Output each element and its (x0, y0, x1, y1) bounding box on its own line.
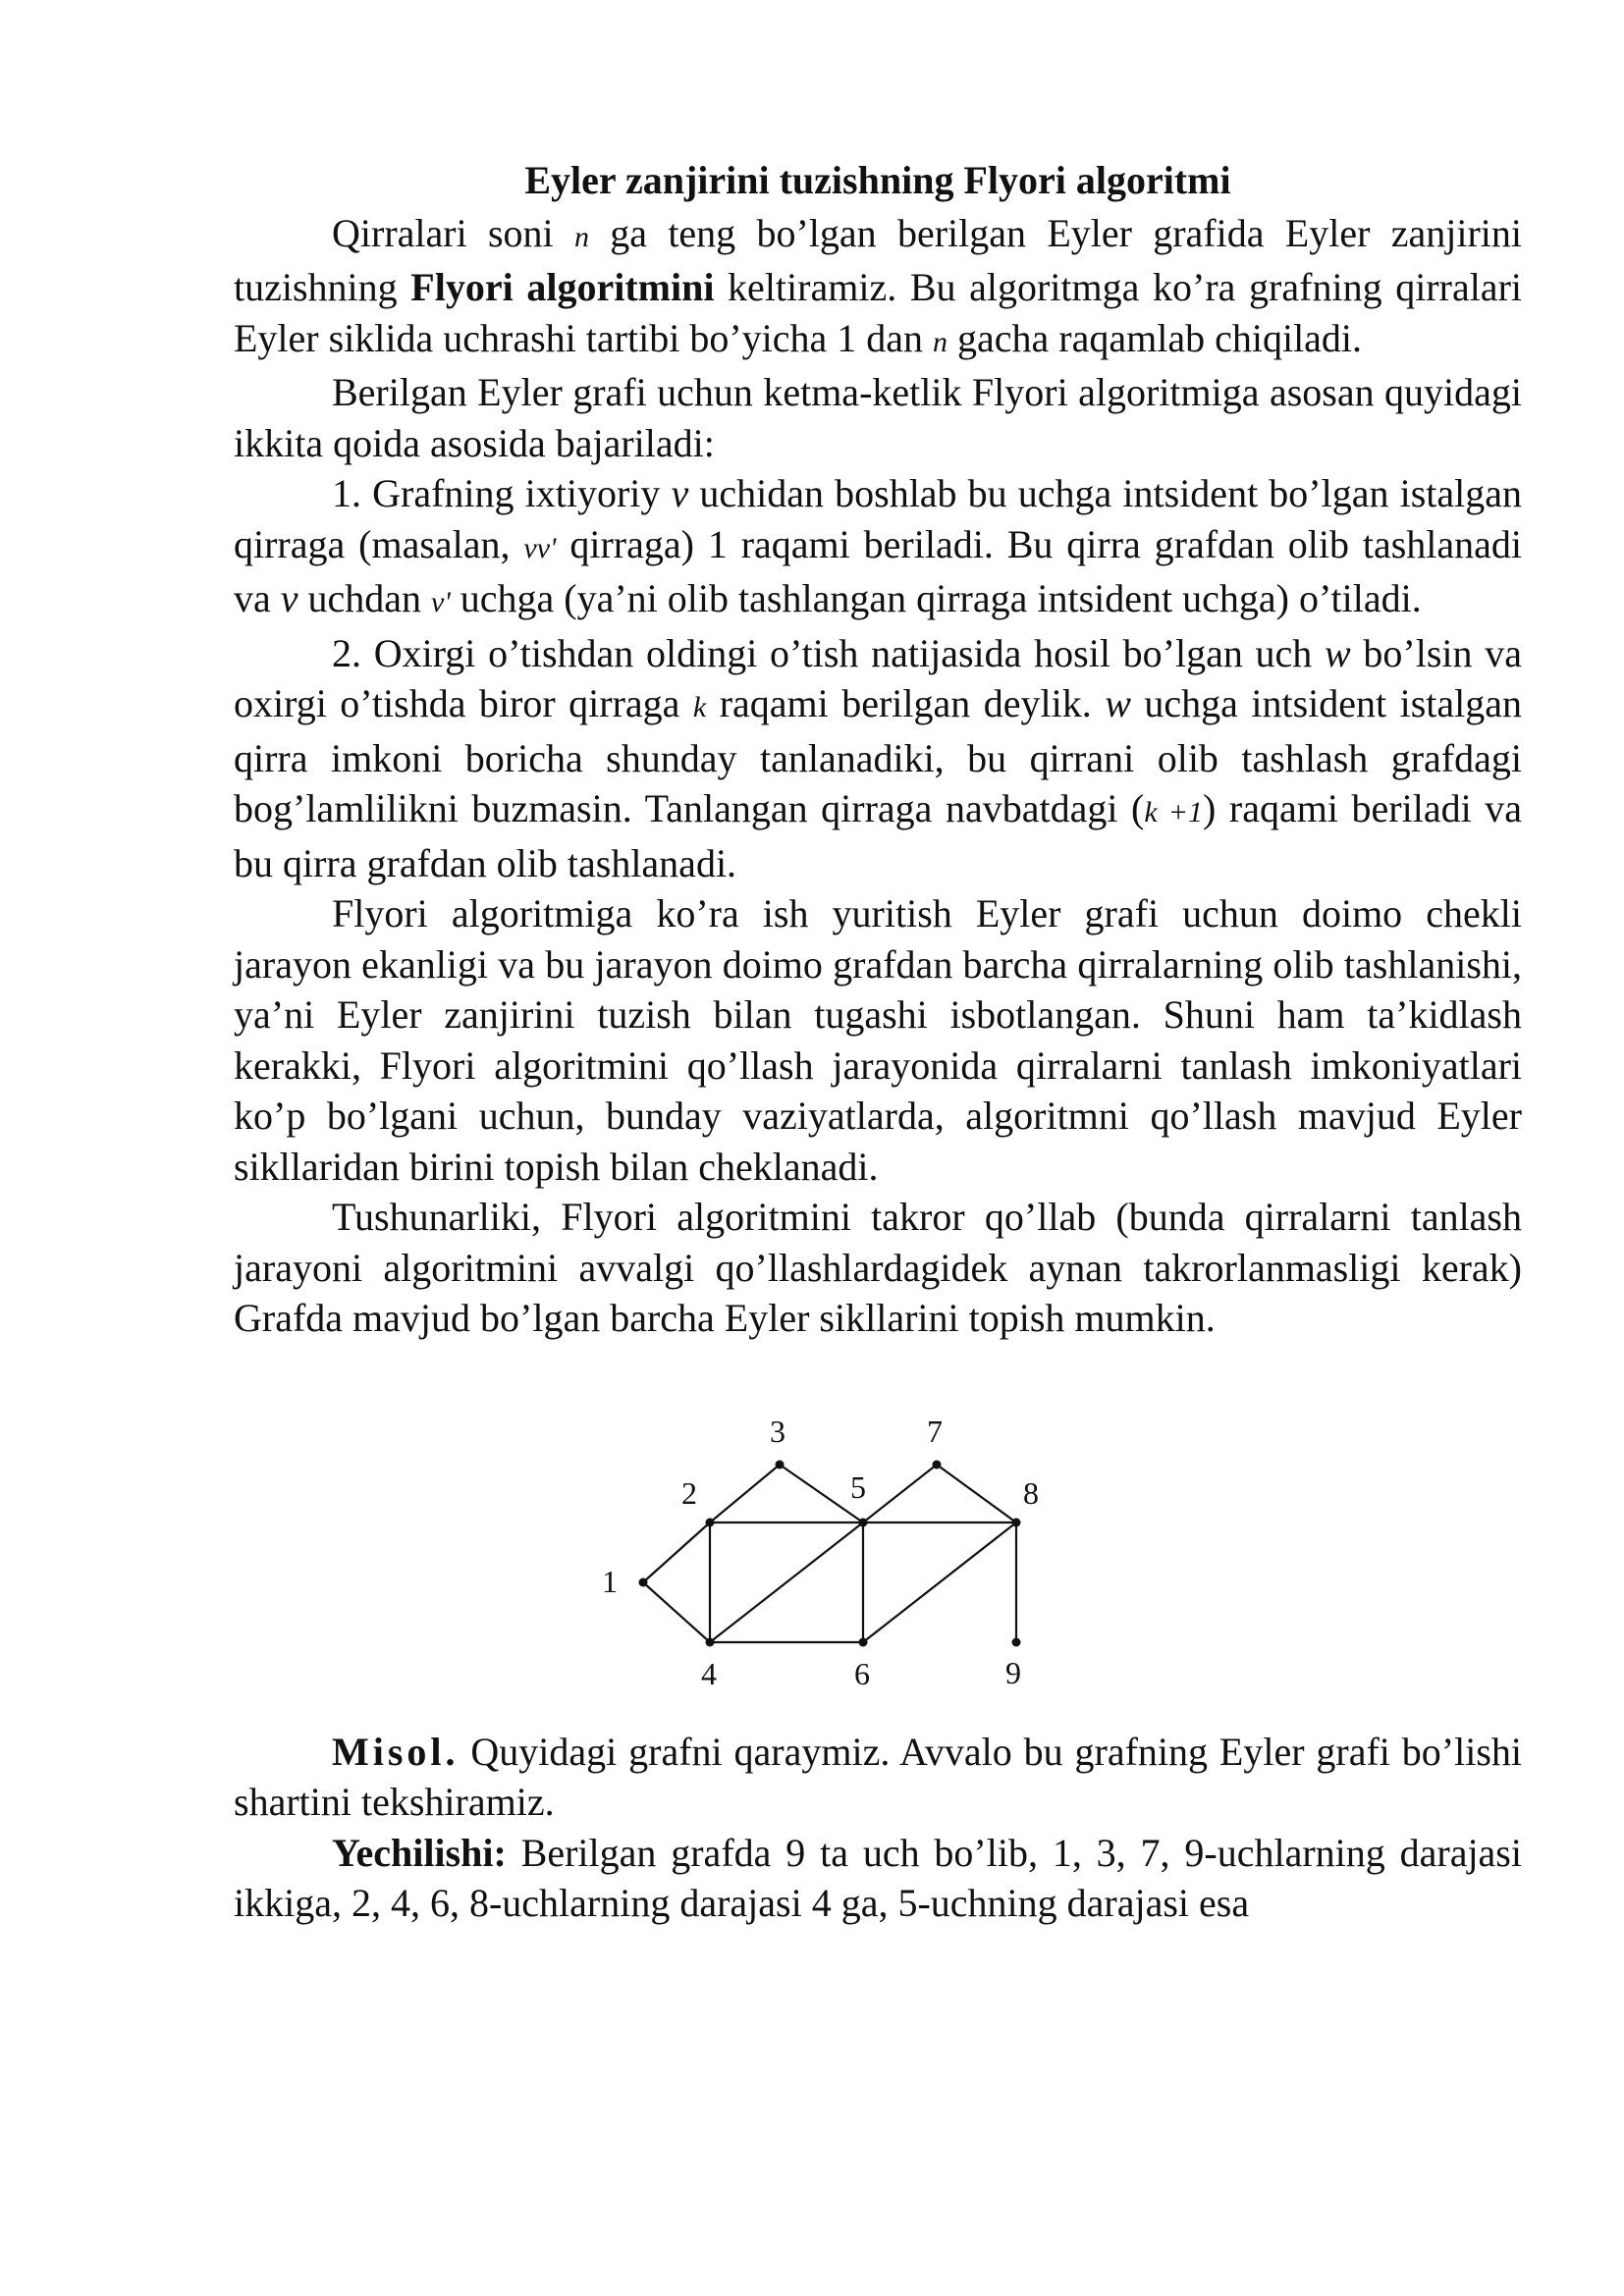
math-vv: vv' (523, 531, 557, 564)
text-run: Qirralari soni (332, 210, 574, 255)
edge-5-7 (863, 1465, 937, 1522)
vertex-label-1: 1 (602, 1563, 618, 1599)
text-run: 1. Grafning ixtiyoriy (332, 471, 672, 515)
vertex-label-5: 5 (850, 1468, 866, 1505)
graph-figure (234, 1344, 1522, 1727)
edge-6-8 (863, 1522, 1016, 1642)
vertex-label-9: 9 (1005, 1654, 1021, 1690)
vertex-1 (639, 1577, 648, 1586)
document-page (234, 155, 1522, 1929)
math-v: v (280, 576, 298, 620)
vertex-label-8: 8 (1023, 1474, 1039, 1511)
paragraph-rules-intro: Berilgan Eyler grafi uchun ketma-ketlik Flyori algoritmiga asosan quyidagi ikkita qoida asosida bajariladi: (234, 370, 1522, 465)
graph-labels (602, 1414, 1039, 1691)
example-label: Misol. (332, 1729, 460, 1774)
document-title: Eyler zanjirini tuzishning Flyori algoritmi (524, 158, 1231, 202)
text-run: ga teng bo’lgan berilgan Eyler grafida Eyler zanjirini tuzishning (234, 210, 1522, 309)
graph-diagram (234, 1344, 1522, 1727)
text-run: uchga intsident istalgan qirra imkoni boricha shunday tanlanadiki, bu qirrani olib tashlash grafdagi bog’lamlilikni buzmasin. Tanlangan qirraga navbatdagi ( (234, 681, 1523, 830)
text-run: 2. Oxirgi o’tishdan oldingi o’tish natijasida hosil bo’lgan uch (332, 630, 1326, 675)
text-run: bo’lsin va oxirgi o’tishda biror qirraga (234, 630, 1522, 725)
graph-edges (643, 1465, 1016, 1642)
edge-1-4 (643, 1582, 710, 1642)
vertex-6 (859, 1637, 868, 1646)
paragraph-example (234, 1727, 1522, 1828)
text-run: keltiramiz. Bu algoritmga ko’ra grafning qirralari Eyler siklida uchrashi tartibi bo’yicha 1 dan (234, 265, 1522, 360)
paragraph-all-cycles: Tushunarliki, Flyori algoritmini takror qo’llab (bunda qirralarni tanlash jarayoni algoritmini avvalgi qo’llashlardagidek aynan takrorlanmasligi kerak) Grafda mavjud bo’lgan barcha Eyler sikllarini topish mumkin. (234, 1195, 1522, 1340)
text-run: raqami berilgan deylik. (706, 681, 1106, 725)
text-run: ) raqami beriladi va bu qirra grafdan olib tashlanadi. (234, 786, 1523, 885)
math-k: k (692, 691, 707, 723)
text-run: uchga (ya’ni olib tashlangan qirraga intsident uchga) o’tiladi. (450, 576, 1422, 620)
solution-label: Yechilishi: (332, 1830, 507, 1875)
text-run: uchidan boshlab bu uchga intsident bo’lgan istalgan qirraga (masalan, (234, 471, 1523, 566)
vertex-4 (706, 1637, 715, 1646)
vertex-2 (706, 1518, 715, 1526)
vertex-label-6: 6 (854, 1655, 870, 1691)
math-n: n (573, 220, 589, 253)
paragraph-proof: Flyori algoritmiga ko’ra ish yuritish Eyler grafi uchun doimo chekli jarayon ekanligi va bu jarayon doimo grafdan barcha qirralarning olib tashlanishi, ya’ni Eyler zanjirini tuzish bilan tugashi isbotlangan. Shuni ham ta’kidlash kerakki, Flyori algoritmini qo’llash jarayonida qirralarni tanlash imkoniyatlari ko’p bo’lgani uchun, bunday vaziyatlarda, algoritmni qo’llash mavjud Eyler sikllaridan birini topish bilan cheklanadi. (234, 891, 1522, 1189)
vertex-5 (859, 1518, 868, 1526)
text-run: Berilgan grafda 9 ta uch bo’lib, 1, 3, 7, 9-uchlarning darajasi ikkiga, 2, 4, 6, 8-uchlarning darajasi 4 ga, 5-uchning darajasi esa (234, 1830, 1522, 1925)
bold-term: Flyori algoritmini (410, 265, 715, 309)
vertex-7 (933, 1460, 942, 1468)
vertex-label-7: 7 (927, 1413, 943, 1449)
edge-1-2 (643, 1522, 710, 1582)
text-run: gacha raqamlab chiqiladi. (947, 315, 1363, 360)
vertex-9 (1012, 1637, 1021, 1646)
edge-4-5 (710, 1522, 863, 1642)
text-run: qirraga) 1 raqami beriladi. Bu qirra grafdan olib tashlanadi va (234, 521, 1522, 620)
text-run: Quyidagi grafni qaraymiz. Avvalo bu grafning Eyler grafi bo’lishi shartini tekshiramiz. (234, 1729, 1522, 1824)
paragraph-rule-1 (234, 468, 1522, 628)
math-v: v (671, 471, 689, 515)
vertex-label-3: 3 (770, 1413, 785, 1449)
paragraph-intro (234, 208, 1522, 368)
vertex-label-2: 2 (681, 1474, 697, 1511)
math-v-prime: v' (431, 586, 451, 618)
paragraph-solution (234, 1828, 1522, 1929)
vertex-8 (1012, 1518, 1021, 1526)
edge-7-8 (937, 1465, 1016, 1522)
math-w: w (1325, 630, 1351, 675)
vertex-label-4: 4 (701, 1655, 717, 1691)
math-k-plus-1: k +1 (1144, 796, 1204, 828)
edge-2-3 (710, 1465, 780, 1522)
text-run: uchdan (298, 576, 432, 620)
math-n: n (933, 325, 948, 358)
math-w: w (1105, 681, 1131, 725)
paragraph-rule-2 (234, 628, 1522, 889)
vertex-3 (776, 1460, 785, 1468)
